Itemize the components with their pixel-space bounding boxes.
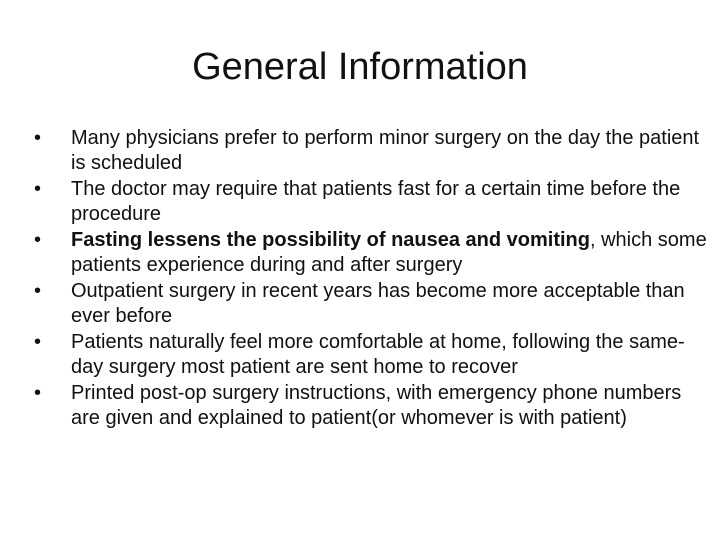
bullet-item (34, 126, 710, 175)
bullet-text: The doctor may require that patients fast for a certain time before the procedure (71, 178, 681, 225)
bullet-marker: • (34, 229, 42, 251)
bullet-item (34, 228, 710, 277)
bullet-text: Many physicians prefer to perform minor surgery on the day the patient is scheduled (71, 127, 700, 174)
bullet-text: Patients naturally feel more comfortable at home, following the same-day surgery most patient are sent home to recover (71, 331, 685, 378)
bullet-marker: • (34, 331, 42, 353)
bullet-marker: • (34, 178, 42, 200)
bullet-item (34, 177, 710, 226)
bullet-item (34, 279, 710, 328)
bullet-item (34, 330, 710, 379)
bullet-marker: • (34, 127, 42, 149)
slide-title: General Information (192, 46, 528, 88)
bullet-text: Outpatient surgery in recent years has become more acceptable than ever before (71, 280, 685, 327)
bullet-text: Printed post-op surgery instructions, with emergency phone numbers are given and explained to patient(or whomever is with patient) (71, 382, 682, 429)
bullet-item (34, 381, 710, 430)
bullet-text-bold: Fasting lessens the possibility of nausea and vomiting (71, 229, 590, 251)
bullet-marker: • (34, 382, 42, 404)
bullet-marker: • (34, 280, 42, 302)
bullet-text: , which some patients experience during and after surgery (71, 229, 707, 276)
bullet-list (34, 126, 710, 432)
